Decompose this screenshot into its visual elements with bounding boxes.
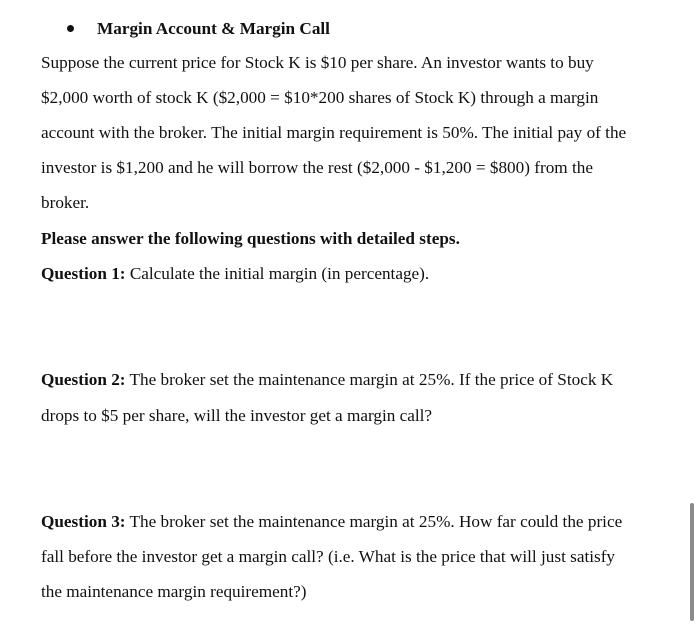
section-heading (41, 20, 330, 37)
question-3-text: The broker set the maintenance margin at 25%. How far could the price (129, 512, 623, 531)
question-1 (41, 265, 429, 282)
question-2 (41, 371, 613, 388)
section-heading-text: Margin Account & Margin Call (97, 19, 330, 38)
question-3 (41, 513, 622, 530)
intro-line: Suppose the current price for Stock K is $10 per share. An investor wants to buy (41, 53, 594, 72)
vertical-scrollbar[interactable] (690, 503, 694, 621)
bullet-icon (67, 25, 74, 32)
intro-line: $2,000 worth of stock K ($2,000 = $10*200 shares of Stock K) through a margin (41, 88, 599, 107)
intro-line: account with the broker. The initial margin requirement is 50%. The initial pay of the (41, 123, 627, 142)
intro-line: investor is $1,200 and he will borrow the rest ($2,000 - $1,200 = $800) from the (41, 158, 593, 177)
question-2-text: The broker set the maintenance margin at 25%. If the price of Stock K (129, 370, 614, 389)
intro-line: broker. (41, 193, 90, 212)
question-1-label: Question 1: (41, 264, 126, 283)
question-2-text-continued: drops to $5 per share, will the investor get a margin call? (41, 406, 433, 425)
question-3-text-continued: the maintenance margin requirement?) (41, 582, 307, 601)
question-2-label: Question 2: (41, 370, 126, 389)
question-1-text: Calculate the initial margin (in percentage). (129, 264, 430, 283)
question-3-text-continued: fall before the investor get a margin call? (i.e. What is the price that will just satisfy (41, 547, 616, 566)
instruction-text: Please answer the following questions with detailed steps. (41, 229, 460, 248)
question-3-label: Question 3: (41, 512, 126, 531)
